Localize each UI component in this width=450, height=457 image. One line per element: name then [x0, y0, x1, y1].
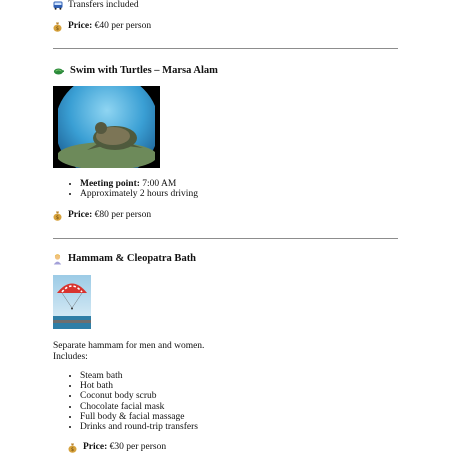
list-item: • Hot bath: [80, 381, 198, 391]
hammam-heading: [53, 253, 196, 265]
moneybag-icon: [53, 211, 62, 220]
list-item: • Drinks and round-trip transfers: [80, 422, 198, 432]
bus-icon: [53, 1, 62, 10]
price-value: €40 per person: [94, 21, 152, 31]
price-label: Price:: [68, 21, 93, 31]
list-item: • Steam bath: [80, 371, 198, 381]
price-label: Price:: [83, 442, 108, 452]
meeting-label: Meeting point:: [80, 179, 140, 189]
driving-text: Approximately 2 hours driving: [80, 189, 198, 200]
description-line: Separate hammam for men and women.: [53, 341, 205, 351]
transfers-line: [53, 0, 139, 11]
svg-text:$: $: [55, 215, 60, 221]
transfers-text: Transfers included: [68, 0, 139, 10]
list-item: [80, 179, 198, 189]
list-item: • Chocolate facial mask: [80, 402, 198, 412]
turtle-photo: [53, 86, 160, 168]
hammam-description: [53, 341, 204, 363]
price-label: Price:: [68, 210, 93, 220]
hammam-photo: [53, 275, 91, 329]
divider: [53, 238, 398, 239]
turtles-heading: [53, 65, 218, 77]
svg-text:$: $: [55, 26, 60, 32]
turtles-title: Swim with Turtles – Marsa Alam: [70, 65, 218, 76]
svg-text:$: $: [70, 447, 75, 453]
list-item: [80, 189, 198, 199]
list-item: • Coconut body scrub: [80, 391, 198, 401]
price-line-hammam: [68, 442, 166, 453]
hammam-includes-list: [53, 371, 198, 432]
hammam-title: Hammam & Cleopatra Bath: [68, 253, 197, 264]
moneybag-icon: [68, 443, 77, 452]
meeting-value: 7:00 AM: [142, 179, 177, 189]
turtles-details-list: [53, 179, 198, 199]
list-item: • Full body & facial massage: [80, 412, 198, 422]
price-value: €30 per person: [109, 442, 167, 452]
description-line: Includes:: [53, 352, 88, 362]
person-icon: [53, 254, 62, 265]
price-line-top: [53, 21, 151, 32]
price-line-turtles: [53, 210, 151, 221]
price-value: €80 per person: [94, 210, 152, 220]
turtle-icon: [53, 67, 64, 76]
moneybag-icon: [53, 22, 62, 31]
divider: [53, 48, 398, 49]
